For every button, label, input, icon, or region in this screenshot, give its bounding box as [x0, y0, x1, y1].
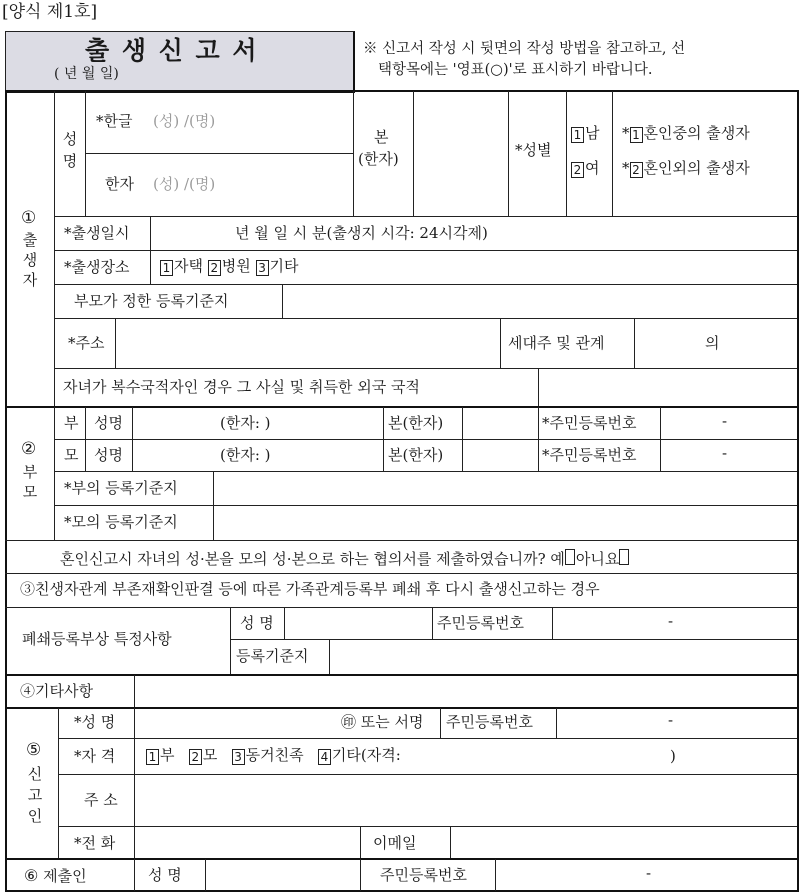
place-opt2-box: 2: [208, 260, 221, 276]
agreement-question: [60, 549, 630, 567]
mother-reg-base-label: *모의 등록기준지: [64, 513, 178, 531]
q4-label: 기타(자격:: [331, 746, 401, 764]
bon-label: 본: [374, 128, 389, 146]
reporter-rrn-dash: -: [668, 711, 674, 729]
inmarriage-label: 혼인중의 출생자: [643, 124, 750, 142]
agreement-no-label: 아니요: [575, 550, 620, 568]
dual-nationality-label: 자녀가 복수국적자인 경우 그 사실 및 취득한 외국 국적: [63, 378, 420, 396]
father-rrn-label: *주민등록번호: [542, 414, 637, 432]
parents-reg-base-label: 부모가 정한 등록기준지: [74, 292, 229, 310]
submitter-name-label: 성 명: [148, 866, 182, 884]
mother-name-label: 성명: [94, 446, 123, 464]
sec3-reg-label: 등록기준지: [236, 647, 309, 665]
place-opt3-label: 기타: [269, 257, 299, 275]
agreement-text: 혼인신고시 자녀의 성·본을 모의 성·본으로 하는 협의서를 제출하였습니까? 예: [60, 550, 565, 568]
q2-label: 모: [202, 746, 218, 764]
reporter-address-label: 주 소: [84, 791, 118, 809]
sec5-title: 신고인: [27, 765, 43, 825]
father-name-label: 성명: [94, 414, 123, 432]
birth-place-label: *출생장소: [64, 258, 130, 276]
agreement-yes-box[interactable]: [565, 549, 575, 565]
female-box: 2: [571, 162, 584, 178]
mother-hanja[interactable]: (한자: ): [220, 446, 271, 464]
hangul-label: *한글: [96, 112, 133, 130]
mother-rrn-dash: -: [722, 444, 728, 462]
place-opt1-label: 자택: [174, 257, 203, 275]
mother-rrn-label: *주민등록번호: [542, 446, 637, 464]
closed-register-label: 폐쇄등록부상 특정사항: [22, 630, 172, 648]
outmarriage-option[interactable]: * 2 혼인외의 출생자: [622, 159, 750, 177]
qualification-options[interactable]: [146, 748, 401, 765]
female-option[interactable]: [571, 161, 600, 178]
submitter-rrn-label: 주민등록번호: [380, 866, 467, 884]
submitter-rrn-dash: -: [646, 864, 652, 882]
sec2-number: ②: [21, 439, 37, 459]
male-label: 남: [585, 124, 600, 142]
bon-sub-label: (한자): [358, 150, 399, 168]
form-title: 출 생 신 고 서: [85, 36, 259, 65]
instruction-note-line2: 택항목에는 '영표(○)'로 표시하기 바랍니다.: [378, 62, 653, 78]
sec2-title: 부모: [22, 463, 38, 501]
father-hanja[interactable]: (한자: ): [220, 414, 271, 432]
father-label: 부: [64, 414, 79, 432]
mother-label: 모: [64, 446, 79, 464]
household-value: 의: [705, 334, 720, 352]
address-label: *주소: [68, 334, 105, 352]
form-label: [양식 제1호]: [2, 2, 98, 22]
sec1-title: 출생자: [22, 231, 38, 289]
birth-place-options[interactable]: [160, 259, 299, 276]
q2-box: 2: [189, 749, 202, 765]
place-opt3-box: 3: [256, 260, 269, 276]
inmarriage-box: 1: [630, 127, 643, 143]
reporter-email-label: 이메일: [373, 834, 417, 852]
reporter-phone-label: *전 화: [74, 834, 116, 852]
qualification-close-paren: ): [670, 747, 676, 765]
sec4-title: ④기타사항: [20, 682, 93, 700]
mother-bon-label: 본(한자): [388, 446, 444, 464]
qualification-label: *자 격: [74, 747, 116, 765]
household-label: 세대주 및 관계: [508, 334, 605, 352]
q1-label: 부: [160, 746, 175, 764]
sec3-rrn-dash: -: [668, 612, 674, 630]
sec5-number: ⑤: [26, 740, 42, 760]
outmarriage-label: 혼인외의 출생자: [643, 159, 750, 177]
agreement-no-box[interactable]: [619, 549, 629, 565]
reporter-name-label: *성 명: [74, 713, 116, 731]
birth-datetime-value[interactable]: 년 월 일 시 분(출생지 시각: 24시각제): [235, 224, 488, 242]
hanja-name-placeholder[interactable]: (성) /(명): [153, 175, 216, 193]
sec6-label: [24, 868, 87, 884]
father-reg-base-label: *부의 등록기준지: [64, 479, 178, 497]
q4-box: 4: [318, 749, 331, 765]
seal-or-signature: ㊞ 또는 서명: [341, 713, 424, 731]
outmarriage-box: 2: [630, 162, 643, 178]
hangul-name-placeholder[interactable]: (성) /(명): [153, 112, 216, 130]
sec3-rrn-label: 주민등록번호: [437, 614, 524, 632]
q3-box: 3: [232, 749, 245, 765]
sex-label: *성별: [515, 141, 552, 159]
place-opt1-box: 1: [160, 260, 173, 276]
q1-box: 1: [146, 749, 159, 765]
sec1-number: ①: [21, 208, 37, 228]
place-opt2-label: 병원: [221, 257, 251, 275]
inmarriage-option[interactable]: * 1 혼인중의 출생자: [622, 124, 750, 142]
father-bon-label: 본(한자): [388, 414, 444, 432]
hanja-label: 한자: [105, 175, 134, 193]
birth-datetime-label: *출생일시: [64, 224, 130, 242]
instruction-note-line1: ※ 신고서 작성 시 뒷면의 작성 방법을 참고하고, 선: [363, 41, 686, 57]
sec6-number: ⑥: [24, 866, 39, 885]
father-rrn-dash: -: [722, 412, 728, 430]
q3-label: 동거친족: [245, 746, 304, 764]
reporter-rrn-label: 주민등록번호: [446, 713, 533, 731]
sec6-title: 제출인: [43, 867, 87, 885]
sec3-name-label: 성 명: [240, 614, 274, 632]
male-box: 1: [571, 127, 584, 143]
sec3-title: ③친생자관계 부존재확인판결 등에 따른 가족관계등록부 폐쇄 후 다시 출생신고하는 경우: [20, 580, 600, 598]
name-label: 성명: [62, 130, 78, 170]
date-line: ( 년 월 일): [54, 66, 119, 82]
female-label: 여: [585, 159, 600, 177]
male-option[interactable]: [571, 126, 600, 143]
